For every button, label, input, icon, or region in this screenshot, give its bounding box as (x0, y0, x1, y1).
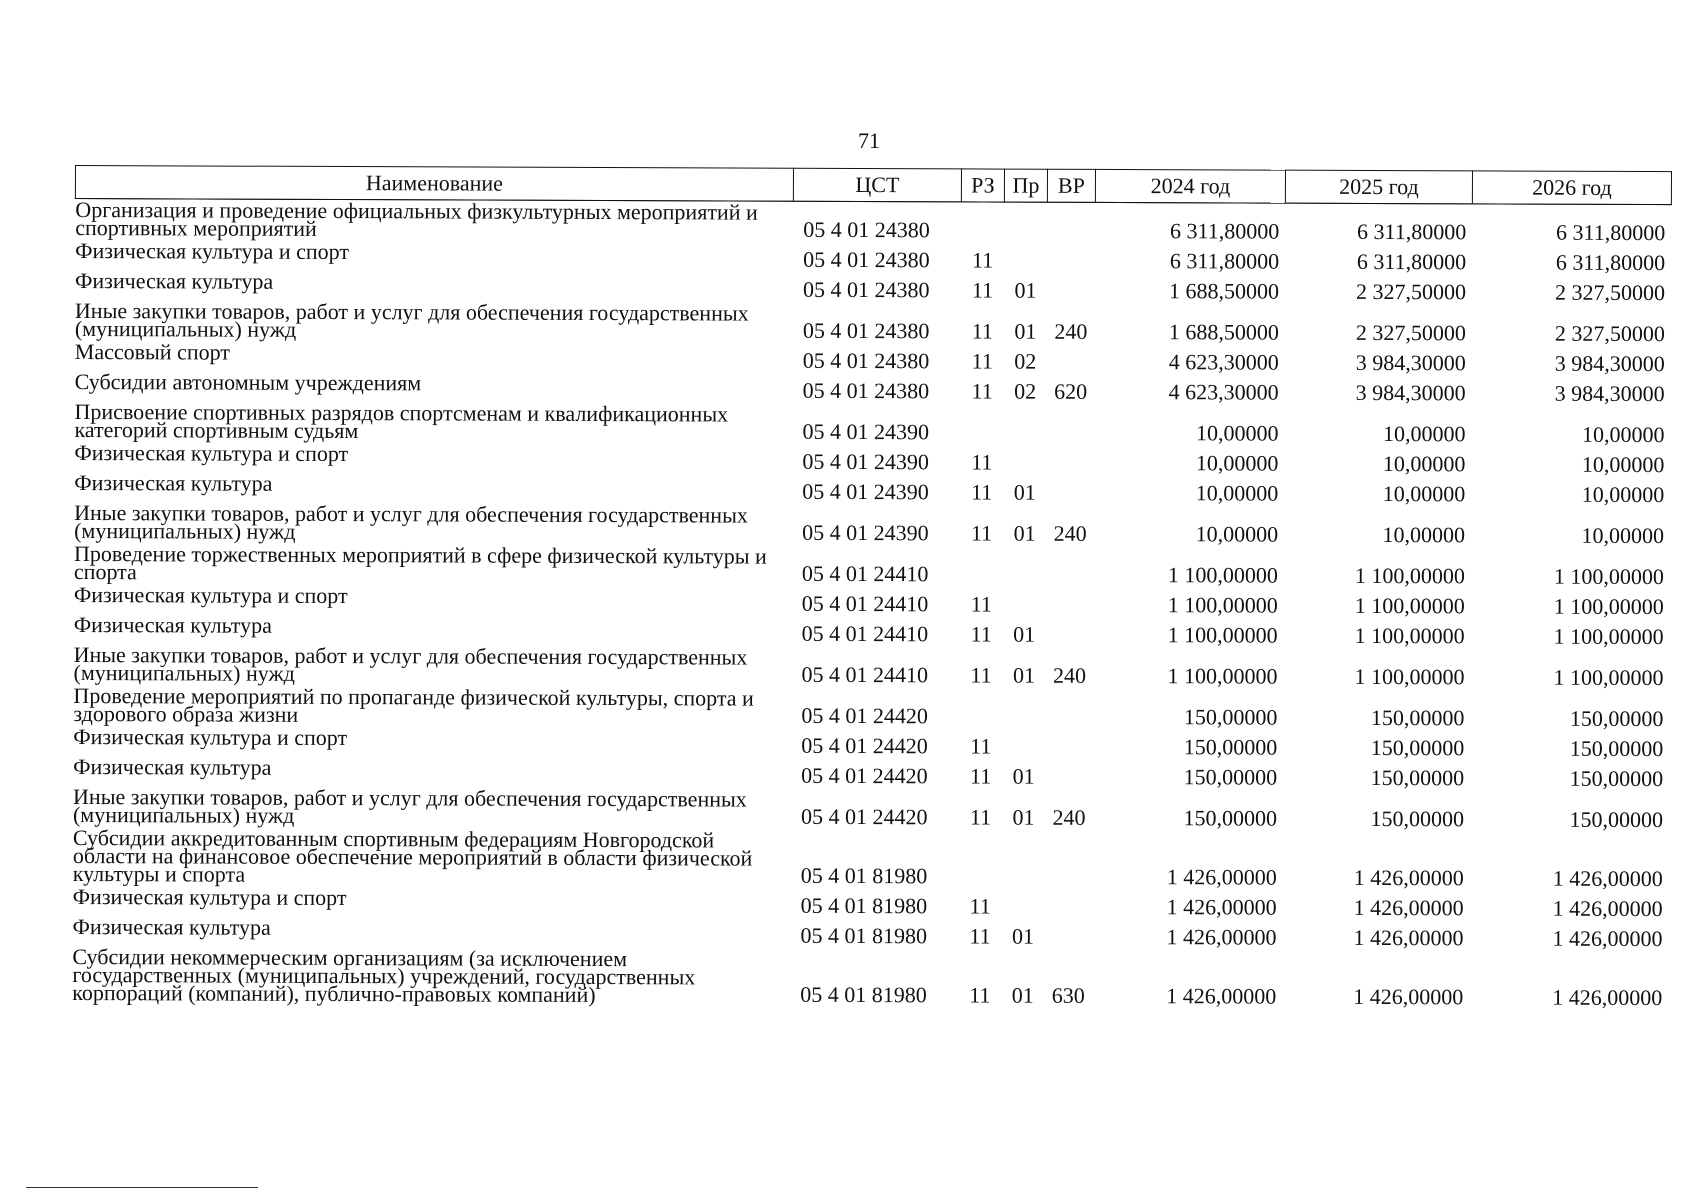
cell-rz (960, 546, 1003, 587)
cell-pr: 01 (1013, 479, 1036, 505)
cell-2026: 2 327,50000 (1554, 279, 1666, 306)
header-cst: ЦСТ (793, 168, 961, 202)
cell-2024: 6 311,80000 (1169, 248, 1280, 274)
cell-cst: 05 4 01 24380 (802, 276, 930, 303)
cell-2024: 4 623,30000 (1168, 379, 1279, 405)
cell-rz: 11 (971, 277, 994, 303)
cell-name: Субсидии некоммерческим организациям (за исключением государственных (муниципальных) учреждений, государственных корпораций (компаний), публично-правовых компаний) (72, 943, 696, 1008)
cell-name: Физическая культура (72, 913, 271, 940)
table-row (75, 300, 1671, 347)
table-row (73, 827, 1669, 892)
cell-2025: 150,00000 (1370, 734, 1465, 761)
cell-name: Субсидии автономным учреждениям (74, 369, 422, 396)
cell-pr: 01 (1013, 520, 1036, 546)
cell-2026: 150,00000 (1569, 765, 1664, 792)
cell-2025: 10,00000 (1382, 481, 1466, 507)
cell-vr: 240 (1053, 662, 1087, 688)
cell-name: Субсидии аккредитованным спортивным федерациям Новгородской области на финансовое обеспечение мероприятий в области физической культуры и спорта (72, 824, 753, 887)
cell-rz: 11 (969, 804, 992, 830)
header-pr: Пр (1004, 169, 1047, 202)
cell-2026: 2 327,50000 (1554, 320, 1665, 347)
cell-vr: 630 (1051, 982, 1085, 1008)
cell-2026: 10,00000 (1581, 481, 1665, 508)
cell-name: Иные закупки товаров, работ и услуг для обеспечения государственных (муниципальных) нужд (74, 499, 748, 544)
cell-name: Проведение мероприятий по пропаганде физической культуры, спорта и здорового образа жизни (73, 682, 754, 727)
cell-2026: 1 426,00000 (1552, 925, 1663, 952)
cell-cst: 05 4 01 24410 (801, 620, 929, 647)
cell-cst: 05 4 01 81980 (800, 981, 927, 1008)
cell-vr (1045, 730, 1093, 760)
cell-name: Иные закупки товаров, работ и услуг для обеспечения государственных (муниципальных) нужд (72, 783, 747, 828)
cell-rz: 11 (970, 591, 992, 617)
cell-2026: 150,00000 (1569, 735, 1664, 762)
cell-pr: 01 (1014, 318, 1037, 344)
table-row (72, 946, 1668, 1011)
cell-2024: 1 100,00000 (1167, 622, 1278, 648)
cell-vr (1046, 446, 1094, 476)
cell-cst: 05 4 01 24410 (801, 590, 929, 617)
cell-2025: 1 426,00000 (1353, 983, 1464, 1010)
cell-name: Физическая культура и спорт (75, 238, 350, 265)
cell-2024: 10,00000 (1195, 450, 1279, 476)
cell-name: Массовый спорт (74, 339, 231, 365)
cell-2024: 6 311,80000 (1170, 218, 1280, 244)
cell-vr (1047, 274, 1095, 304)
cell-pr: 02 (1014, 378, 1037, 404)
cell-pr: 01 (1013, 662, 1036, 688)
cell-rz: 11 (970, 520, 993, 546)
cell-name: Физическая культура и спорт (73, 581, 348, 609)
cell-2026: 1 426,00000 (1552, 895, 1663, 922)
cell-pr: 02 (1014, 348, 1037, 374)
cell-vr: 240 (1053, 520, 1087, 546)
cell-name: Физическая культура и спорт (74, 439, 349, 467)
cell-2024: 1 426,00000 (1166, 864, 1277, 890)
cell-cst: 05 4 01 24410 (801, 661, 929, 688)
cell-vr (1045, 689, 1093, 730)
cell-cst: 05 4 01 24380 (802, 377, 930, 404)
cell-2025: 1 100,00000 (1354, 562, 1465, 589)
cell-2024: 1 100,00000 (1167, 663, 1278, 689)
cell-rz: 11 (971, 449, 993, 475)
cell-rz (959, 830, 1002, 889)
cell-name: Организация и проведение официальных физкультурных мероприятий и спортивных мероприятий (75, 197, 758, 241)
cell-2026: 10,00000 (1581, 421, 1665, 448)
cell-2026: 1 100,00000 (1553, 664, 1664, 691)
cell-name: Присвоение спортивных разрядов спортсменам и квалификационных категорий спортивным судьям (74, 399, 729, 444)
cell-cst: 05 4 01 24420 (801, 702, 928, 729)
cell-rz: 11 (971, 378, 993, 404)
cell-cst: 05 4 01 24410 (801, 560, 929, 587)
cell-vr (1047, 345, 1095, 375)
cell-pr (1003, 588, 1046, 618)
header-2025: 2025 год (1285, 170, 1472, 204)
header-name: Наименование (75, 166, 793, 202)
cell-2026: 1 426,00000 (1552, 984, 1663, 1011)
cell-rz: 11 (970, 733, 992, 759)
cell-2026: 1 426,00000 (1552, 865, 1663, 892)
cell-vr: 240 (1054, 318, 1088, 344)
cell-2025: 10,00000 (1382, 451, 1466, 477)
cell-2024: 10,00000 (1195, 480, 1279, 506)
cell-name: Физическая культура (73, 611, 272, 638)
header-2024: 2024 год (1095, 169, 1285, 203)
cell-2024: 1 426,00000 (1166, 983, 1277, 1009)
cell-vr (1046, 618, 1094, 648)
cell-rz: 11 (971, 318, 994, 344)
cell-2024: 4 623,30000 (1168, 349, 1279, 375)
cell-cst: 05 4 01 24380 (802, 317, 930, 344)
cell-cst: 05 4 01 24390 (802, 519, 929, 546)
cell-pr: 01 (1013, 621, 1036, 647)
header-2026: 2026 год (1472, 171, 1671, 205)
cell-2026: 1 100,00000 (1553, 563, 1664, 590)
cell-rz: 11 (970, 621, 992, 647)
page-number: 71 (858, 128, 880, 153)
table-body (72, 199, 1671, 1012)
cell-name: Физическая культура и спорт (73, 723, 348, 751)
cell-2026: 150,00000 (1569, 705, 1664, 732)
budget-table (72, 165, 1672, 1011)
cell-vr (1045, 760, 1093, 790)
cell-rz: 11 (970, 763, 992, 789)
cell-name: Иные закупки товаров, работ и услуг для обеспечения государственных (муниципальных) нужд (73, 641, 748, 686)
cell-rz: 11 (971, 348, 993, 374)
cell-cst: 05 4 01 24420 (801, 762, 928, 789)
cell-cst: 05 4 01 81980 (800, 922, 928, 949)
cell-2025: 1 100,00000 (1354, 663, 1465, 690)
cell-2024: 10,00000 (1195, 420, 1279, 446)
cell-2024: 1 688,50000 (1168, 278, 1280, 304)
cell-2024: 1 100,00000 (1167, 562, 1278, 588)
cell-name: Физическая культура (73, 753, 272, 780)
cell-pr (1003, 446, 1046, 476)
cell-cst: 05 4 01 81980 (800, 862, 928, 889)
cell-2025: 6 311,80000 (1357, 218, 1467, 245)
cell-2025: 2 327,50000 (1355, 278, 1467, 305)
cell-2025: 6 311,80000 (1356, 248, 1467, 275)
cell-rz (959, 688, 1002, 729)
cell-pr (1003, 547, 1046, 588)
cell-vr (1045, 890, 1093, 920)
cell-2025: 1 100,00000 (1354, 592, 1465, 619)
cell-cst: 05 4 01 24420 (801, 732, 928, 759)
cell-pr: 01 (1012, 763, 1035, 789)
cell-vr (1046, 588, 1094, 618)
cell-2026: 3 984,30000 (1554, 380, 1665, 407)
cell-cst: 05 4 01 24390 (802, 418, 930, 445)
cell-2025: 150,00000 (1370, 764, 1465, 791)
cell-cst: 05 4 01 24380 (803, 216, 930, 243)
cell-2026: 150,00000 (1569, 806, 1664, 833)
cell-pr: 01 (1011, 923, 1035, 949)
cell-rz: 11 (969, 923, 991, 949)
cell-rz: 11 (972, 247, 994, 273)
cell-cst: 05 4 01 24390 (802, 448, 929, 475)
cell-2025: 3 984,30000 (1355, 379, 1466, 406)
cell-vr (1046, 476, 1094, 506)
cell-2024: 1 100,00000 (1167, 592, 1278, 618)
cell-pr (1004, 202, 1047, 244)
cell-2026: 6 311,80000 (1556, 219, 1666, 246)
cell-2025: 150,00000 (1370, 704, 1465, 731)
cell-name: Физическая культура (75, 268, 274, 294)
cell-name: Иные закупки товаров, работ и услуг для обеспечения государственных (муниципальных) нужд (74, 298, 749, 342)
cell-2024: 1 426,00000 (1166, 924, 1277, 950)
cell-pr: 01 (1012, 804, 1035, 830)
cell-2026: 1 100,00000 (1553, 593, 1664, 620)
cell-pr (1002, 689, 1045, 730)
cell-pr: 01 (1014, 277, 1037, 303)
cell-rz: 11 (969, 893, 991, 919)
cell-rz (960, 404, 1003, 445)
cell-name: Проведение торжественных мероприятий в сфере физической культуры и спорта (73, 540, 767, 585)
cell-2024: 150,00000 (1183, 704, 1278, 730)
header-rz: РЗ (961, 169, 1004, 202)
cell-vr (1047, 202, 1095, 244)
cell-vr (1046, 547, 1094, 588)
cell-2025: 1 100,00000 (1354, 622, 1465, 649)
header-vr: ВР (1047, 169, 1095, 202)
cell-pr (1002, 831, 1045, 890)
cell-2026: 10,00000 (1581, 451, 1665, 478)
cell-cst: 05 4 01 24380 (803, 246, 930, 273)
cell-2026: 3 984,30000 (1554, 350, 1665, 377)
cell-pr (1002, 890, 1045, 920)
cell-2024: 150,00000 (1183, 734, 1278, 760)
cell-pr: 01 (1011, 982, 1034, 1008)
footer-rule (26, 1187, 258, 1188)
cell-2024: 150,00000 (1183, 764, 1278, 790)
cell-vr (1047, 244, 1095, 274)
cell-2025: 1 426,00000 (1353, 894, 1464, 921)
cell-2024: 1 688,50000 (1168, 319, 1279, 345)
cell-2025: 1 426,00000 (1353, 864, 1464, 891)
cell-2025: 3 984,30000 (1355, 349, 1466, 376)
cell-cst: 05 4 01 24380 (802, 347, 930, 374)
cell-cst: 05 4 01 81980 (800, 892, 928, 919)
cell-vr (1045, 831, 1093, 890)
cell-vr (1046, 405, 1094, 446)
cell-vr (1044, 920, 1092, 950)
cell-2024: 10,00000 (1195, 521, 1279, 547)
cell-2026: 1 100,00000 (1553, 623, 1664, 650)
cell-2024: 150,00000 (1183, 805, 1278, 831)
cell-2026: 10,00000 (1581, 522, 1665, 549)
cell-name: Физическая культура (74, 469, 273, 496)
cell-cst: 05 4 01 24420 (800, 803, 928, 830)
cell-2025: 150,00000 (1370, 805, 1465, 832)
cell-rz: 11 (969, 982, 991, 1008)
cell-vr: 240 (1052, 804, 1086, 830)
cell-2025: 10,00000 (1382, 421, 1466, 447)
cell-rz: 11 (970, 662, 992, 688)
cell-2025: 1 426,00000 (1353, 924, 1464, 951)
cell-pr (1004, 244, 1047, 274)
cell-cst: 05 4 01 24390 (802, 478, 929, 505)
cell-2026: 6 311,80000 (1555, 249, 1666, 276)
cell-rz: 11 (971, 479, 993, 505)
cell-vr: 620 (1054, 378, 1088, 404)
cell-pr (1003, 405, 1046, 446)
cell-rz (961, 202, 1004, 244)
cell-name: Физическая культура и спорт (72, 883, 347, 911)
cell-2024: 1 426,00000 (1166, 894, 1277, 920)
cell-2025: 2 327,50000 (1355, 319, 1466, 346)
cell-pr (1002, 730, 1045, 760)
cell-2025: 10,00000 (1382, 522, 1466, 548)
